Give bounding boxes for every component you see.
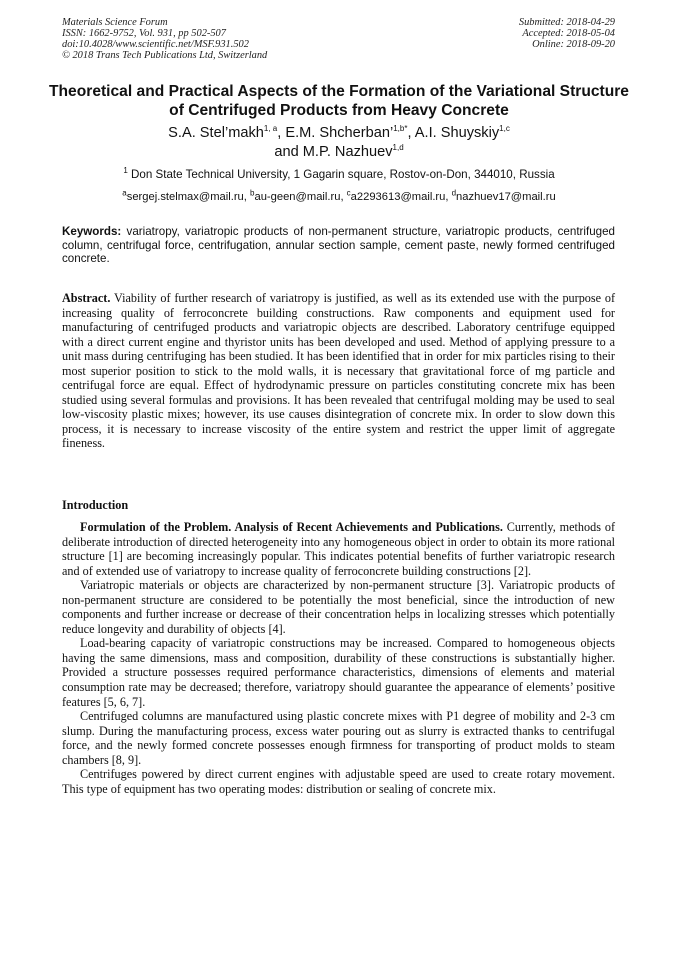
affiliation-text: Don State Technical University, 1 Gagarin square, Rostov-on-Don, 344010, Russia bbox=[131, 168, 555, 181]
journal-name: Materials Science Forum bbox=[62, 17, 168, 28]
abstract-text: Viability of further research of variatropy is justified, as well as its extended use with the purpose of increasing quality of ferroconcrete building constructions. Raw components and equipment used for manufacturing of centrifuged products and variatropic objects are described. Laboratory centrifuge equipped with a direct current engine and thyristor units has been developed and used. Method of applying pressure to a unit mass during centrifuging has been studied. It has been identified that in order for mix particles rising to their most superior position to stick to the mold walls, it is necessary that gravitational force of mg particle and centrifugal force are equal. Effect of hydrodynamic pressure on particles constituting concrete mix has been studied using several formulas and provisions. It has been revealed that centrifugal molding may be used to seal low-viscosity plastic mixes; however, its use causes disintegration of concrete mix. In order to slow down this process, it is necessary to increase viscosity of the entire system and restrict the upper limit of aggregate fineness. bbox=[62, 291, 615, 451]
journal-info bbox=[62, 17, 267, 61]
paragraph: Centrifuges powered by direct current engines with adjustable speed are used to create rotary movement. This type of equipment has two operating modes: distribution or sealing of concrete mix. bbox=[62, 767, 615, 796]
paper-title: Theoretical and Practical Aspects of the Formation of the Variational Structure of Centrifuged Products from Heavy Concrete bbox=[49, 83, 629, 119]
author-name: S.A. Stel’makh bbox=[168, 125, 264, 141]
paragraph: Load-bearing capacity of variatropic constructions may be increased. Compared to homogeneous objects having the same dimensions, mass and composition, durability of these constructions is substantially higher. Provided a structure possesses required performance characteristics, dimensions of elements and material consumption rate may be decreased; therefore, variatropy should guarantee the appearance of elements’ positive features [5, 6, 7]. bbox=[62, 636, 615, 709]
author-name: A.I. Shuyskiy bbox=[414, 125, 500, 141]
paragraph: Centrifuged columns are manufactured using plastic concrete mixes with P1 degree of mobility and 2-3 cm slump. During the manufacturing process, excess water pouring out as slurry is extracted thanks to centrifugal force, and the newly formed concrete possesses enough firmness for transporting of product molds to steam chambers [8, 9]. bbox=[62, 709, 615, 767]
paragraph: Variatropic materials or objects are characterized by non-permanent structure [3]. Variatropic products of non-permanent structure are considered to be potentially the most beneficial, since the introduction of new components and further increase or decrease of their concentration helps in localizing stresses which potentially reduce longevity and durability of objects [4]. bbox=[62, 578, 615, 636]
online-date: Online: 2018-09-20 bbox=[532, 39, 615, 50]
paragraph-lead: Formulation of the Problem. Analysis of Recent Achievements and Publications. bbox=[80, 520, 503, 534]
keywords-label: Keywords: bbox=[62, 225, 122, 238]
author-name: M.P. Nazhuev bbox=[302, 144, 393, 160]
journal-doi: doi:10.4028/www.scientific.net/MSF.931.502 bbox=[62, 39, 249, 50]
journal-copyright: © 2018 Trans Tech Publications Ltd, Switzerland bbox=[62, 50, 268, 61]
email-list: $^a$sergej.stelmax@mail.ru, $^b$au-geen@mail.ru, $^c$a2293613@mail.ru, $^d$nazhuev17@mail.ru bbox=[122, 188, 556, 203]
email-link[interactable]: a2293613@mail.ru bbox=[350, 191, 446, 203]
section-heading-introduction: Introduction bbox=[62, 498, 129, 512]
abstract-label: Abstract. bbox=[62, 291, 111, 305]
affiliation bbox=[40, 168, 638, 182]
email-link[interactable]: au-geen@mail.ru bbox=[254, 191, 341, 203]
author-affiliation-mark: 1,d bbox=[392, 143, 404, 153]
author-name: E.M. Shcherban’ bbox=[285, 125, 394, 141]
submission-dates bbox=[519, 17, 615, 50]
email-link[interactable]: nazhuev17@mail.ru bbox=[456, 191, 556, 203]
author-affiliation-mark: 1, a bbox=[263, 124, 278, 134]
email-link[interactable]: sergej.stelmax@mail.ru bbox=[126, 191, 244, 203]
submitted-date: Submitted: 2018-04-29 bbox=[518, 17, 615, 28]
journal-issn: ISSN: 1662-9752, Vol. 931, pp 502-507 bbox=[62, 28, 226, 39]
keywords-text: variatropy, variatropic products of non-permanent structure, variatropic products, centrifuged column, centrifugal force, centrifugation, annular section sample, cement paste, newly formed centrifuged concrete. bbox=[62, 225, 615, 266]
author-affiliation-mark: 1,c bbox=[499, 124, 510, 134]
abstract bbox=[62, 291, 615, 451]
paragraph: Formulation of the Problem. Analysis of Recent Achievements and Publications. Currently, methods of deliberate introduction of directed heterogeneity into any homogeneous object in order to obtain its more rational structure [1] are becoming increasingly popular. This indicates potential benefits of further variatropic research and of extended use of variatropy to increase quality of ferroconcrete building constructions [2]. bbox=[62, 520, 616, 578]
introduction-body bbox=[62, 520, 615, 796]
keywords bbox=[62, 225, 615, 266]
author-affiliation-mark: 1,b* bbox=[393, 124, 408, 134]
affiliation-mark: 1 bbox=[123, 166, 128, 176]
author-list: S.A. Stel’makh$^{1, a}$, E.M. Shcherban’$^{1,b*}$, A.I. Shuyskiy$^{1,c}$ and M.P. Nazhuev$^{1,d}$ bbox=[168, 124, 510, 160]
accepted-date: Accepted: 2018-05-04 bbox=[522, 28, 615, 39]
